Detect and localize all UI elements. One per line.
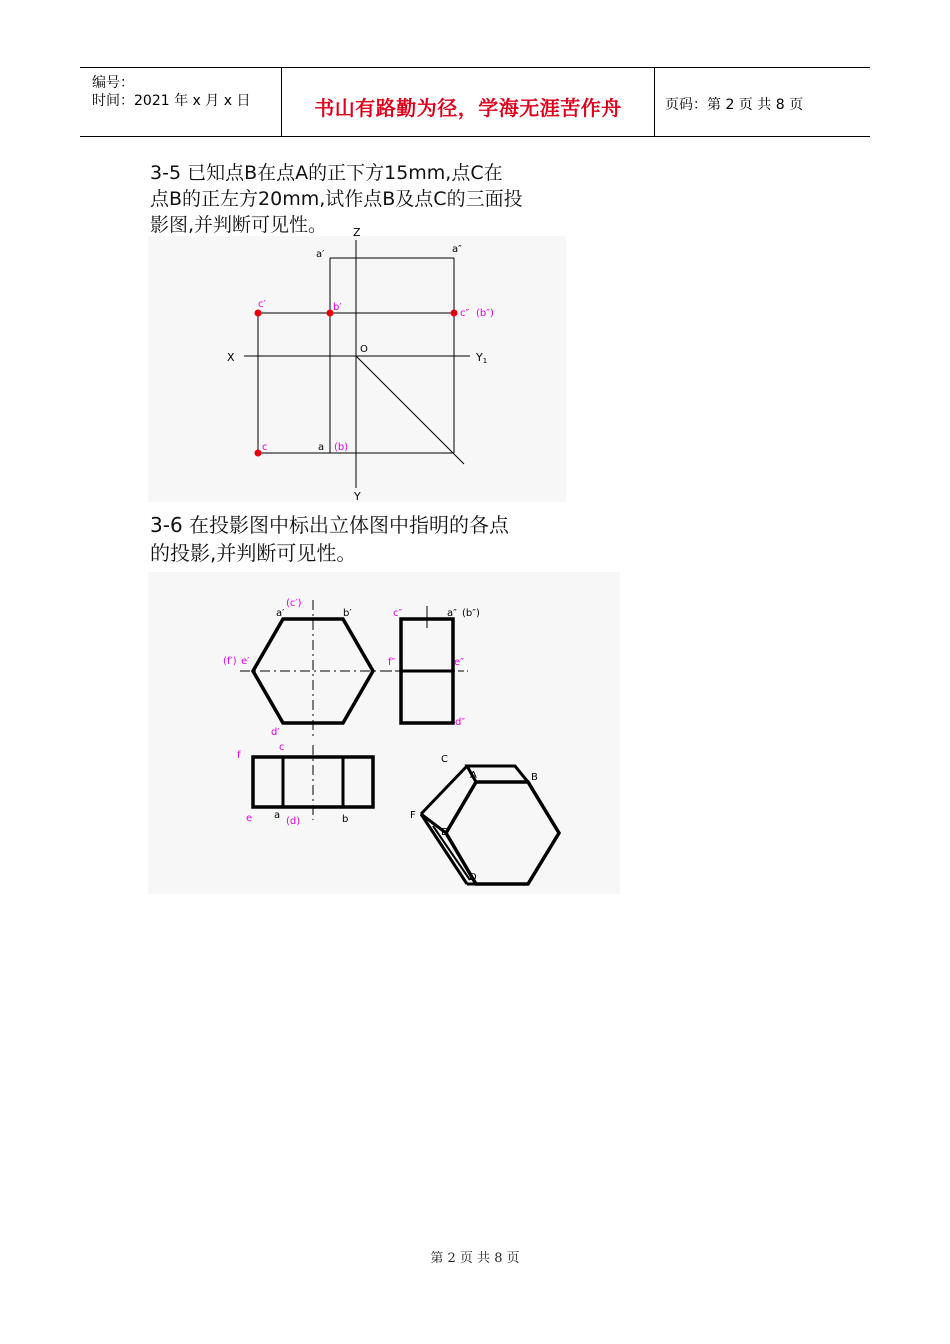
motto: 书山有路勤为径，学海无涯苦作舟 [314,96,622,120]
side-a-label: a″ [447,608,457,619]
b-side-label: (b″) [476,308,494,319]
origin-label: O [360,344,368,355]
top-d-label: (d) [286,816,301,827]
question-3-5-line-1: 3-5 已知点B在点A的正下方15mm,点C在 [150,162,503,184]
iso-d-label: D [469,872,477,883]
a-front-label: a′ [316,249,325,260]
front-f-label: (f′) [223,656,237,667]
front-e-label: e′ [241,656,250,667]
top-e-label: e [246,813,253,824]
b-top-label: (b) [334,442,349,453]
top-c-label: c [279,742,285,753]
axis-z-label: Z [353,226,361,239]
axis-y-label: Y [354,490,361,503]
a-top-label: a [318,442,325,453]
front-a-label: a′ [276,608,285,619]
front-b-label: b′ [343,608,352,619]
axis-x-label: X [227,351,235,364]
page-footer: 第 2 页 共 8 页 [430,1251,520,1266]
question-3-5-line-2: 点B的正左方20mm,试作点B及点C的三面投 [150,188,523,210]
page-info: 页码：第 2 页 共 8 页 [665,97,804,113]
c-top-label: c [262,442,268,453]
axis-yw-label: Y1 [476,351,488,365]
side-d-label: d″ [455,717,466,728]
time-label: 时间：2021 年 x 月 x 日 [92,93,251,109]
number-label: 编号： [92,75,134,91]
top-a-label: a [274,810,281,821]
question-3-6-line-1: 3-6 在投影图中标出立体图中指明的各点 [150,513,510,537]
top-f-label: f [237,750,241,761]
c-side-label: c″ [460,308,470,319]
side-f-label: f″ [388,657,396,668]
c-front-label: c′ [258,299,266,310]
question-3-6-line-2: 的投影,并判断可见性。 [150,541,357,565]
b-front-label: b′ [333,302,342,313]
side-c-label: c″ [393,608,403,619]
iso-a-label: A [470,770,477,781]
a-side-label: a″ [452,244,462,255]
front-c-label: (c′) [286,598,302,609]
iso-b-label: B [531,772,538,783]
question-3-5-line-3: 影图,并判断可见性。 [150,214,328,236]
side-b-label: (b″) [462,608,480,619]
top-b-label: b [342,814,349,825]
iso-f-label: F [410,810,416,821]
front-d-label: d′ [271,727,280,738]
figure-background-2 [148,572,620,894]
side-e-label: e″ [454,657,464,668]
iso-e-label: E [441,827,448,838]
iso-c-label: C [441,754,448,765]
